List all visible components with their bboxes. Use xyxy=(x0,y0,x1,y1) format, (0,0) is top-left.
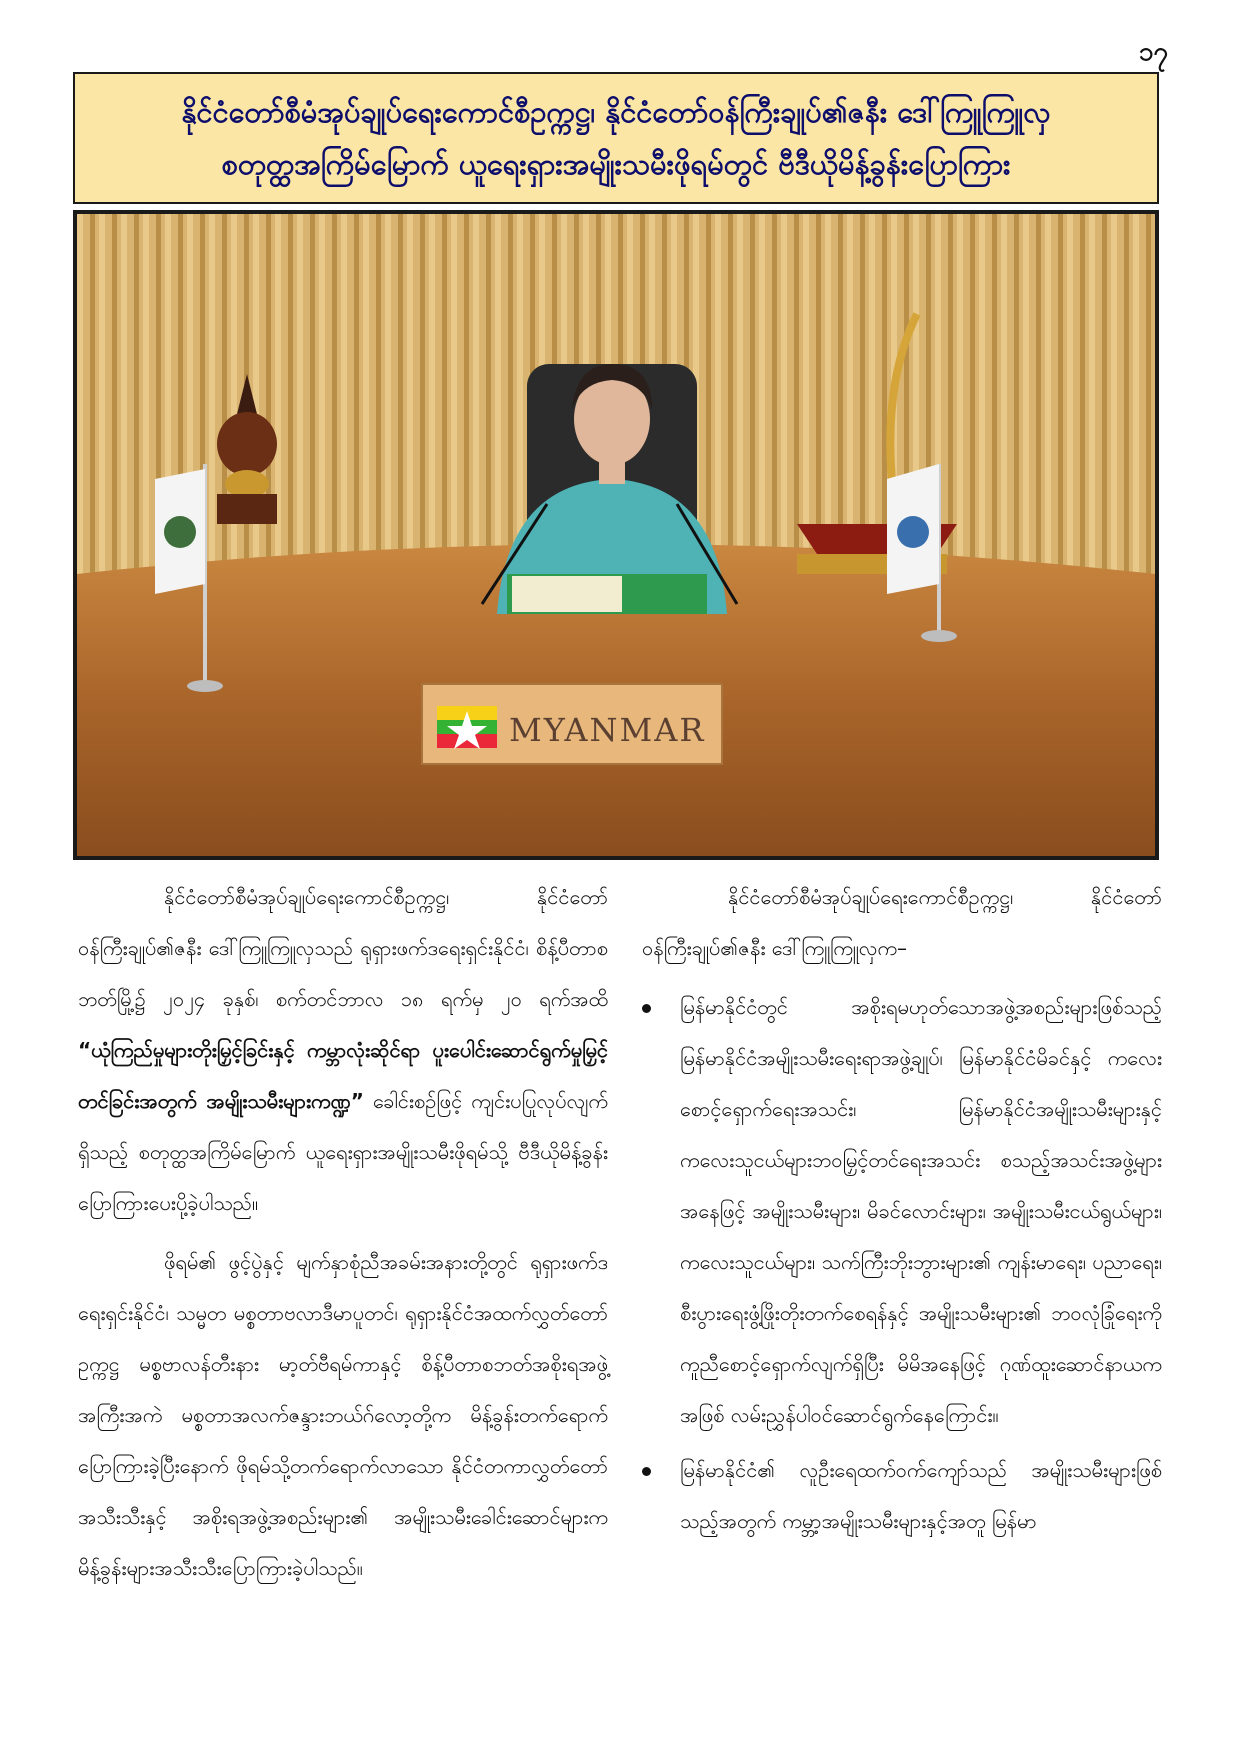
headline-line-1: နိုင်ငံတော်စီမံအုပ်ချုပ်ရေးကောင်စီဥက္ကဋ္ဌ၊ နိုင်ငံတော်ဝန်ကြီးချုပ်၏ဇနီး ဒေါ်ကြူကြူလှ xyxy=(181,95,1051,129)
intro-text-end: ခေါင်းစဉ်ဖြင့် ကျင်းပပြုလုပ်လျက်ရှိသည့် စတုတ္ထအကြိမ်မြောက် ယူရေးရှားအမျိုးသမီးဖိုရမ်သို့ ဗီဒီယိုမိန့်ခွန်းပြောကြားပေးပို့ခဲ့ပါသည်။ xyxy=(78,1089,608,1215)
list-item-text: မြန်မာနိုင်ငံတွင် အစိုးရမဟုတ်သောအဖွဲ့အစည်းများဖြစ်သည့် မြန်မာနိုင်ငံအမျိုးသမီးရေးရာအဖွဲ့ချုပ်၊ မြန်မာနိုင်ငံမိခင်နှင့် ကလေးစောင့်ရှောက်ရေးအသင်း၊ မြန်မာနိုင်ငံအမျိုးသမီးများနှင့် ကလေးသူငယ်များဘဝမြှင့်တင်ရေးအသင်း စသည့်အသင်းအဖွဲ့များအနေဖြင့် အမျိုးသမီးများ၊ မိခင်လောင်းများ၊ အမျိုးသမီးငယ်ရွယ်များ၊ ကလေးသူငယ်များ၊ သက်ကြီးဘိုးဘွားများ၏ ကျန်းမာရေး၊ ပညာရေး၊ စီးပွားရေးဖွံ့ဖြိုးတိုးတက်စေရန်နှင့် အမျိုးသမီးများ၏ ဘဝလုံခြုံရေးကို ကူညီစောင့်ရှောက်လျက်ရှိပြီး မိမိအနေဖြင့် ဂုဏ်ထူးဆောင်နာယကအဖြစ် လမ်းညွှန်ပါဝင်ဆောင်ရွက်နေကြောင်း။ xyxy=(680,995,1162,1427)
paragraph-opening-ceremony: ဖိုရမ်၏ ဖွင့်ပွဲနှင့် မျက်နှာစုံညီအခမ်းအနားတို့တွင် ရုရှားဖက်ဒရေးရှင်းနိုင်ငံ၊ သမ္မတ မစ္စတာဗလာဒီမာပူတင်၊ ရုရှားနိုင်ငံအထက်လွှတ်တော်ဥက္ကဋ္ဌ မစ္စဗာလန်တီးနား မာ့တ်ဗီရမ်ကာနှင့် စိန့်ပီတာစဘတ်အစိုးရအဖွဲ့အကြီးအကဲ မစ္စတာအလက်ဇန္ဒားဘယ်ဂ်လော့တို့က မိန့်ခွန်းတက်ရောက်ပြောကြားခဲ့ပြီးနောက် ဖိုရမ်သို့တက်ရောက်လာသော နိုင်ငံတကာလွှတ်တော်အသီးသီးနှင့် အစိုးရအဖွဲ့အစည်းများ၏ အမျိုးသမီးခေါင်းဆောင်များက မိန့်ခွန်းများအသီးသီးပြောကြားခဲ့ပါသည်။ xyxy=(78,1250,608,1580)
list-item xyxy=(642,982,1162,1441)
page-number: ၁၇ xyxy=(1138,37,1168,67)
paragraph-intro xyxy=(78,872,608,1229)
intro-text-start: နိုင်ငံတော်စီမံအုပ်ချုပ်ရေးကောင်စီဥက္ကဋ္ဌ၊ နိုင်ငံတော်ဝန်ကြီးချုပ်၏ဇနီး ဒေါ်ကြူကြူလှသည် ရုရှားဖက်ဒရေးရှင်းနိုင်ငံ၊ စိန့်ပီတာစဘတ်မြို့၌ ၂၀၂၄ ခုနှစ်၊ စက်တင်ဘာလ ၁၈ ရက်မှ ၂၀ ရက်အထိ xyxy=(78,885,608,1011)
nameplate-text: MYANMAR xyxy=(509,711,706,749)
left-column xyxy=(78,872,608,1602)
bullet-icon xyxy=(642,1467,651,1476)
list-item xyxy=(642,1445,1162,1547)
right-column xyxy=(642,872,1162,1551)
news-photo xyxy=(73,210,1159,860)
headline-box xyxy=(73,72,1159,204)
bullet-icon xyxy=(642,1004,651,1013)
forum-theme-quote: “ယုံကြည်မှုများတိုးမြှင့်ခြင်းနှင့် ကမ္ဘာလုံးဆိုင်ရာ ပူးပေါင်းဆောင်ရွက်မှုမြှင့်တင်ခြင်းအတွက် အမျိုးသမီးများကဏ္ဍ” xyxy=(78,1038,608,1113)
paragraph-speaker-intro: နိုင်ငံတော်စီမံအုပ်ချုပ်ရေးကောင်စီဥက္ကဋ္ဌ၊ နိုင်ငံတော်ဝန်ကြီးချုပ်၏ဇနီး ဒေါ်ကြူကြူလှက– xyxy=(642,885,1162,960)
speech-points-list xyxy=(642,982,1162,1547)
headline-line-2: စတုတ္ထအကြိမ်မြောက် ယူရေးရှားအမျိုးသမီးဖိုရမ်တွင် ဗီဒီယိုမိန့်ခွန်းပြောကြား xyxy=(221,147,1011,181)
nameplate xyxy=(422,684,722,764)
list-item-text: မြန်မာနိုင်ငံ၏ လူဦးရေထက်ဝက်ကျော်သည် အမျိုးသမီးများဖြစ်သည့်အတွက် ကမ္ဘာ့အမျိုးသမီးများနှင့်အတူ မြန်မာ xyxy=(680,1458,1162,1533)
